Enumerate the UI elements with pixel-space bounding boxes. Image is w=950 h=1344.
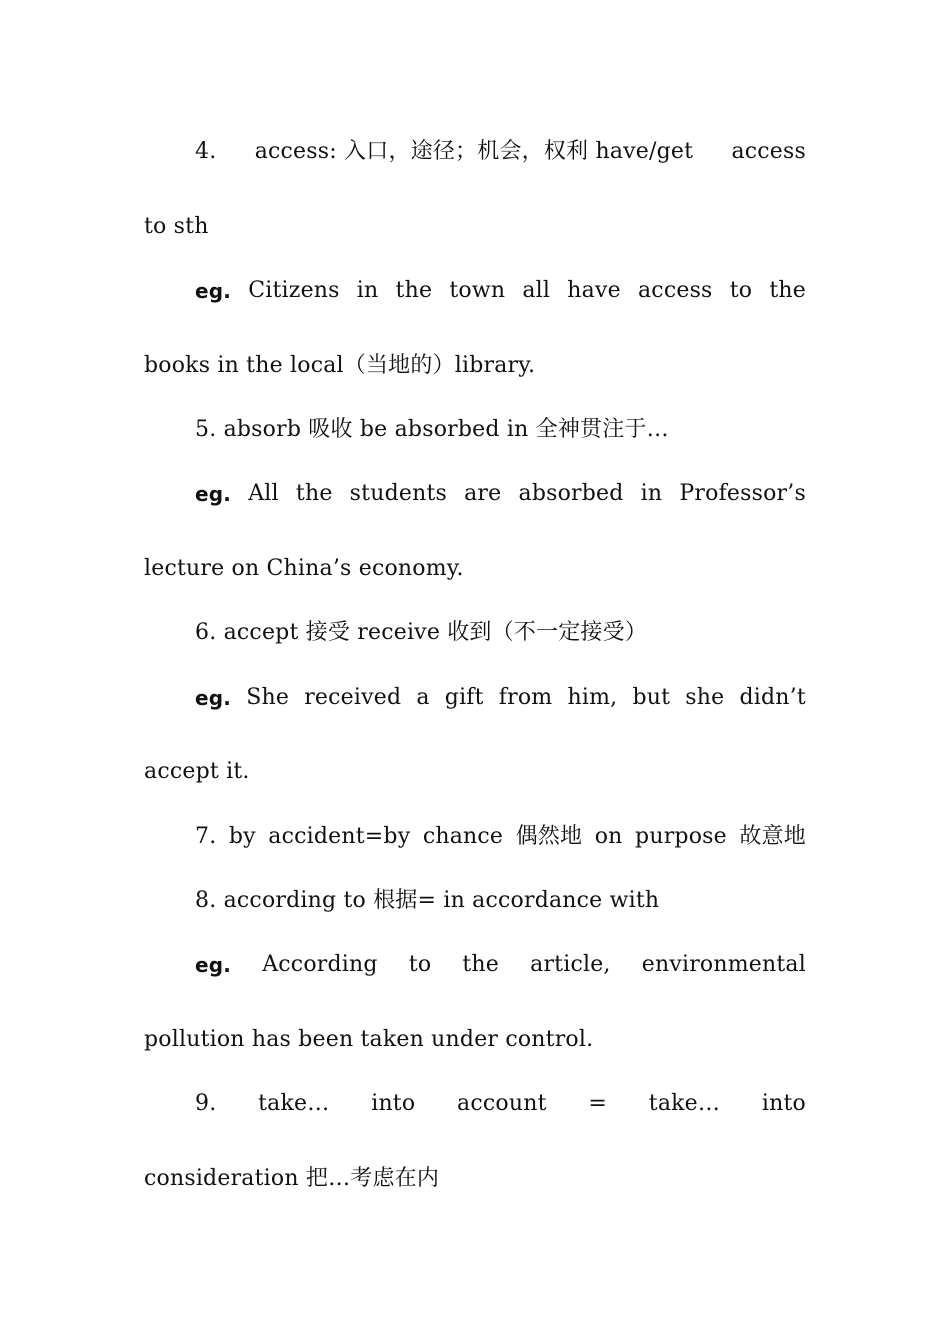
entry-4-example-continued: books in the local（当地的）library. (144, 353, 536, 378)
example-word: absorbed (518, 481, 624, 506)
entry-7-word: chance (422, 824, 504, 849)
example-word: Professor’s (679, 481, 806, 506)
entry-8-heading: 8. according to 根据= in accordance with (195, 888, 660, 913)
entry-4-word: access (731, 139, 806, 164)
example-word: a (416, 685, 430, 710)
entry-4-word: 4. (195, 139, 217, 164)
entry-7-word: by (228, 824, 256, 849)
entry-4-word: access: 入口，途径；机会，权利 have/get (254, 139, 694, 164)
eg-label: eg. (195, 953, 232, 977)
example-word: students (349, 481, 447, 506)
entry-7-word: 故意地 (739, 824, 806, 849)
eg-label: eg. (195, 686, 232, 710)
example-word: in (356, 278, 379, 303)
example-word: didn’t (739, 685, 806, 710)
example-word: the (395, 278, 433, 303)
entry-9-word: 9. (195, 1091, 217, 1116)
example-word: are (464, 481, 502, 506)
entry-7-heading (195, 822, 806, 852)
example-word: to (729, 278, 753, 303)
example-word: Citizens (248, 278, 340, 303)
entry-9-heading (195, 1089, 806, 1119)
example-word: gift (444, 685, 484, 710)
entry-9-word: take… (258, 1091, 330, 1116)
example-word: received (304, 685, 402, 710)
example-word: article, (530, 952, 611, 977)
example-word: access (637, 278, 713, 303)
eg-label: eg. (195, 279, 232, 303)
entry-9-word: = (588, 1091, 608, 1116)
entry-4-heading-continued: to sth (144, 214, 209, 239)
example-word: the (295, 481, 333, 506)
entry-5-example (195, 479, 806, 509)
entry-7-word: accident=by (268, 824, 411, 849)
entry-9-heading-continued: consideration 把…考虑在内 (144, 1166, 440, 1191)
example-word: she (685, 685, 725, 710)
entry-9-word: into (371, 1091, 416, 1116)
entry-8-example-continued: pollution has been taken under control. (144, 1027, 594, 1052)
entry-9-word: into (761, 1091, 806, 1116)
example-word: but (632, 685, 671, 710)
example-word: all (522, 278, 551, 303)
example-word: environmental (641, 952, 806, 977)
example-word: the (769, 278, 806, 303)
example-word: According (262, 952, 378, 977)
entry-7-word: on (594, 824, 623, 849)
example-word: She (246, 685, 290, 710)
example-word: in (640, 481, 663, 506)
entry-7-word: purpose (635, 824, 727, 849)
example-word: him, (567, 685, 618, 710)
example-word: All (248, 481, 279, 506)
entry-4-heading (195, 137, 806, 167)
entry-9-word: take… (648, 1091, 721, 1116)
entry-6-example (195, 683, 806, 713)
example-word: the (462, 952, 500, 977)
entry-8-example (195, 950, 806, 980)
example-word: to (408, 952, 432, 977)
entry-9-word: account (457, 1091, 547, 1116)
example-word: have (567, 278, 621, 303)
entry-4-example (195, 276, 806, 306)
entry-6-heading: 6. accept 接受 receive 收到（不一定接受） (195, 620, 648, 645)
example-word: town (449, 278, 506, 303)
entry-7-word: 7. (195, 824, 217, 849)
eg-label: eg. (195, 482, 232, 506)
example-word: from (498, 685, 553, 710)
entry-6-example-continued: accept it. (144, 759, 250, 784)
entry-5-heading: 5. absorb 吸收 be absorbed in 全神贯注于… (195, 417, 669, 442)
entry-5-example-continued: lecture on China’s economy. (144, 556, 464, 581)
entry-7-word: 偶然地 (515, 824, 583, 849)
